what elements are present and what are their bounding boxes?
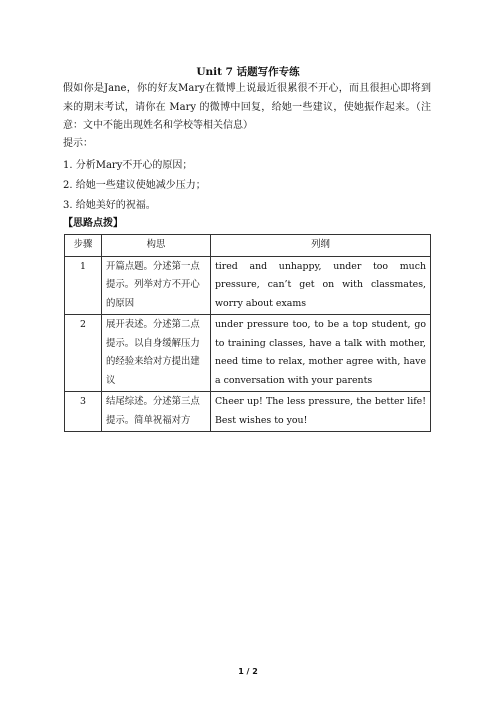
cell-outline: tired and unhappy, under too much pressure, can’t get on with classmates, worry about exams bbox=[211, 256, 431, 315]
header-outline: 列纲 bbox=[211, 235, 431, 257]
cell-idea: 开篇点题。分述第一点提示。列举对方不开心的原因 bbox=[102, 256, 211, 315]
table-header-row bbox=[65, 235, 431, 257]
cell-step: 3 bbox=[65, 392, 102, 432]
header-step: 步骤 bbox=[65, 235, 102, 257]
hint-label: 提示： bbox=[63, 138, 93, 149]
cell-outline: under pressure too, to be a top student, go to training classes, have a talk with mother, need time to relax, mother agree with, have a conversation with your parents bbox=[211, 315, 431, 392]
header-idea: 构思 bbox=[102, 235, 211, 257]
cell-idea: 结尾综述。分述第三点提示。简单祝福对方 bbox=[102, 392, 211, 432]
hint-item: 2. 给她一些建议使她减少压力； bbox=[63, 180, 206, 191]
section-heading: 【思路点拨】 bbox=[63, 218, 123, 229]
writing-prompt: 假如你是Jane，你的好友Mary在微博上说最近很累很不开心，而且很担心即将到来的期末考试，请你在 Mary 的微博中回复，给她一些建议，使她振作起来。（注意：文中不能出现姓名和学校等相关信息） bbox=[63, 83, 431, 131]
table-row bbox=[65, 256, 431, 315]
cell-outline: Cheer up! The less pressure, the better life! Best wishes to you! bbox=[211, 392, 431, 432]
cell-step: 2 bbox=[65, 315, 102, 392]
hint-item: 1. 分析Mary不开心的原因； bbox=[63, 160, 193, 171]
table-row bbox=[65, 315, 431, 392]
outline-table bbox=[64, 234, 431, 432]
cell-idea: 展开表述。分述第二点提示。以自身缓解压力的经验来给对方提出建议 bbox=[102, 315, 211, 392]
page-number: 1 / 2 bbox=[238, 667, 258, 676]
table-row bbox=[65, 392, 431, 432]
page-title: Unit 7 话题写作专练 bbox=[196, 66, 300, 78]
hint-item: 3. 给她美好的祝福。 bbox=[63, 200, 156, 211]
cell-step: 1 bbox=[65, 256, 102, 315]
